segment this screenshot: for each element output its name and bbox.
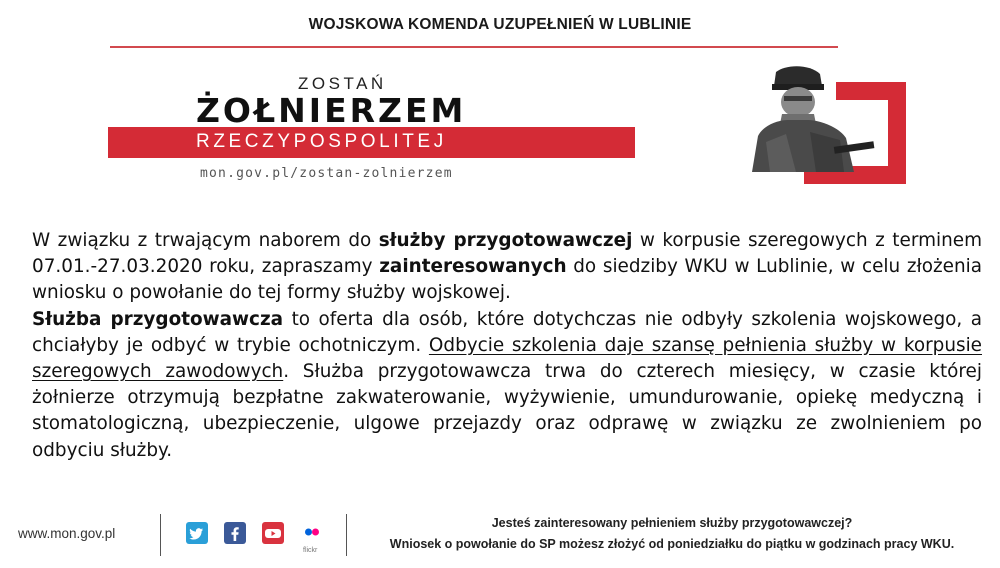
text-run: w korpusie szeregowych z terminem 07.01.-27.03.2020 roku, zapraszamy [32,230,982,278]
banner-line-zostan: ZOSTAŃ [298,74,387,93]
banner-line-zolnierzem: ŻOŁNIERZEM [196,91,467,130]
flickr-icon[interactable] [301,522,323,544]
footer-divider [346,514,347,556]
header-divider [110,46,838,48]
banner-url: mon.gov.pl/zostan-zolnierzem [200,166,453,181]
bold-phrase-sluzba: służby przygotowawczej [378,230,633,251]
underlined-phrase: Odbycie szkolenia daje szansę pełnienia służby w korpusie szeregowych zawodowych [32,334,982,383]
twitter-icon[interactable] [186,522,208,544]
flickr-label: flickr [303,547,318,554]
facebook-icon[interactable] [224,522,246,544]
footer-divider [160,514,161,556]
bold-phrase-zainteresowanych: zainteresowanych [379,256,567,278]
paragraph-details [32,307,982,464]
text-run: . Służba przygotowawcza trwa do czterech miesięcy, w czasie której żołnierze otrzymują bezpłatne zakwaterowanie, wyżywienie, umundurowanie, opiekę medyczną i stomatologiczną, ubezpieczenie, ulgowe przejazdy oraz odprawę w związku ze zwolnieniem po odbyciu służby. [32,361,982,461]
header-title: WOJSKOWA KOMENDA UZUPEŁNIEŃ W LUBLINIE [308,16,692,33]
announcement-text [32,228,982,464]
banner-line-rzeczypospolitej: RZECZYPOSPOLITEJ [196,131,447,152]
soldier-emblem-icon [746,64,906,184]
footer-website-link[interactable]: www.mon.gov.pl [18,526,116,541]
text-run: to oferta dla osób, które dotychczas nie odbyły szkolenia wojskowego, a chciałyby je odbyć w trybie ochotniczym. [32,308,982,356]
footer-info: Wniosek o powołanie do SP możesz złożyć od poniedziałku do piątku w godzinach pracy WKU. [389,537,955,551]
bold-phrase-sluzba-przygotowawcza: Służba przygotowawcza [32,308,284,330]
text-run: W związku z trwającym naborem do [32,230,379,251]
youtube-icon[interactable] [262,522,284,544]
text-run: do siedziby WKU w Lublinie, w celu złożenia wniosku o powołanie do tej formy służby wojskowej. [32,256,982,304]
paragraph-intro [32,228,982,307]
footer-question: Jesteś zainteresowany pełnieniem służby przygotowawczej? [491,516,853,530]
